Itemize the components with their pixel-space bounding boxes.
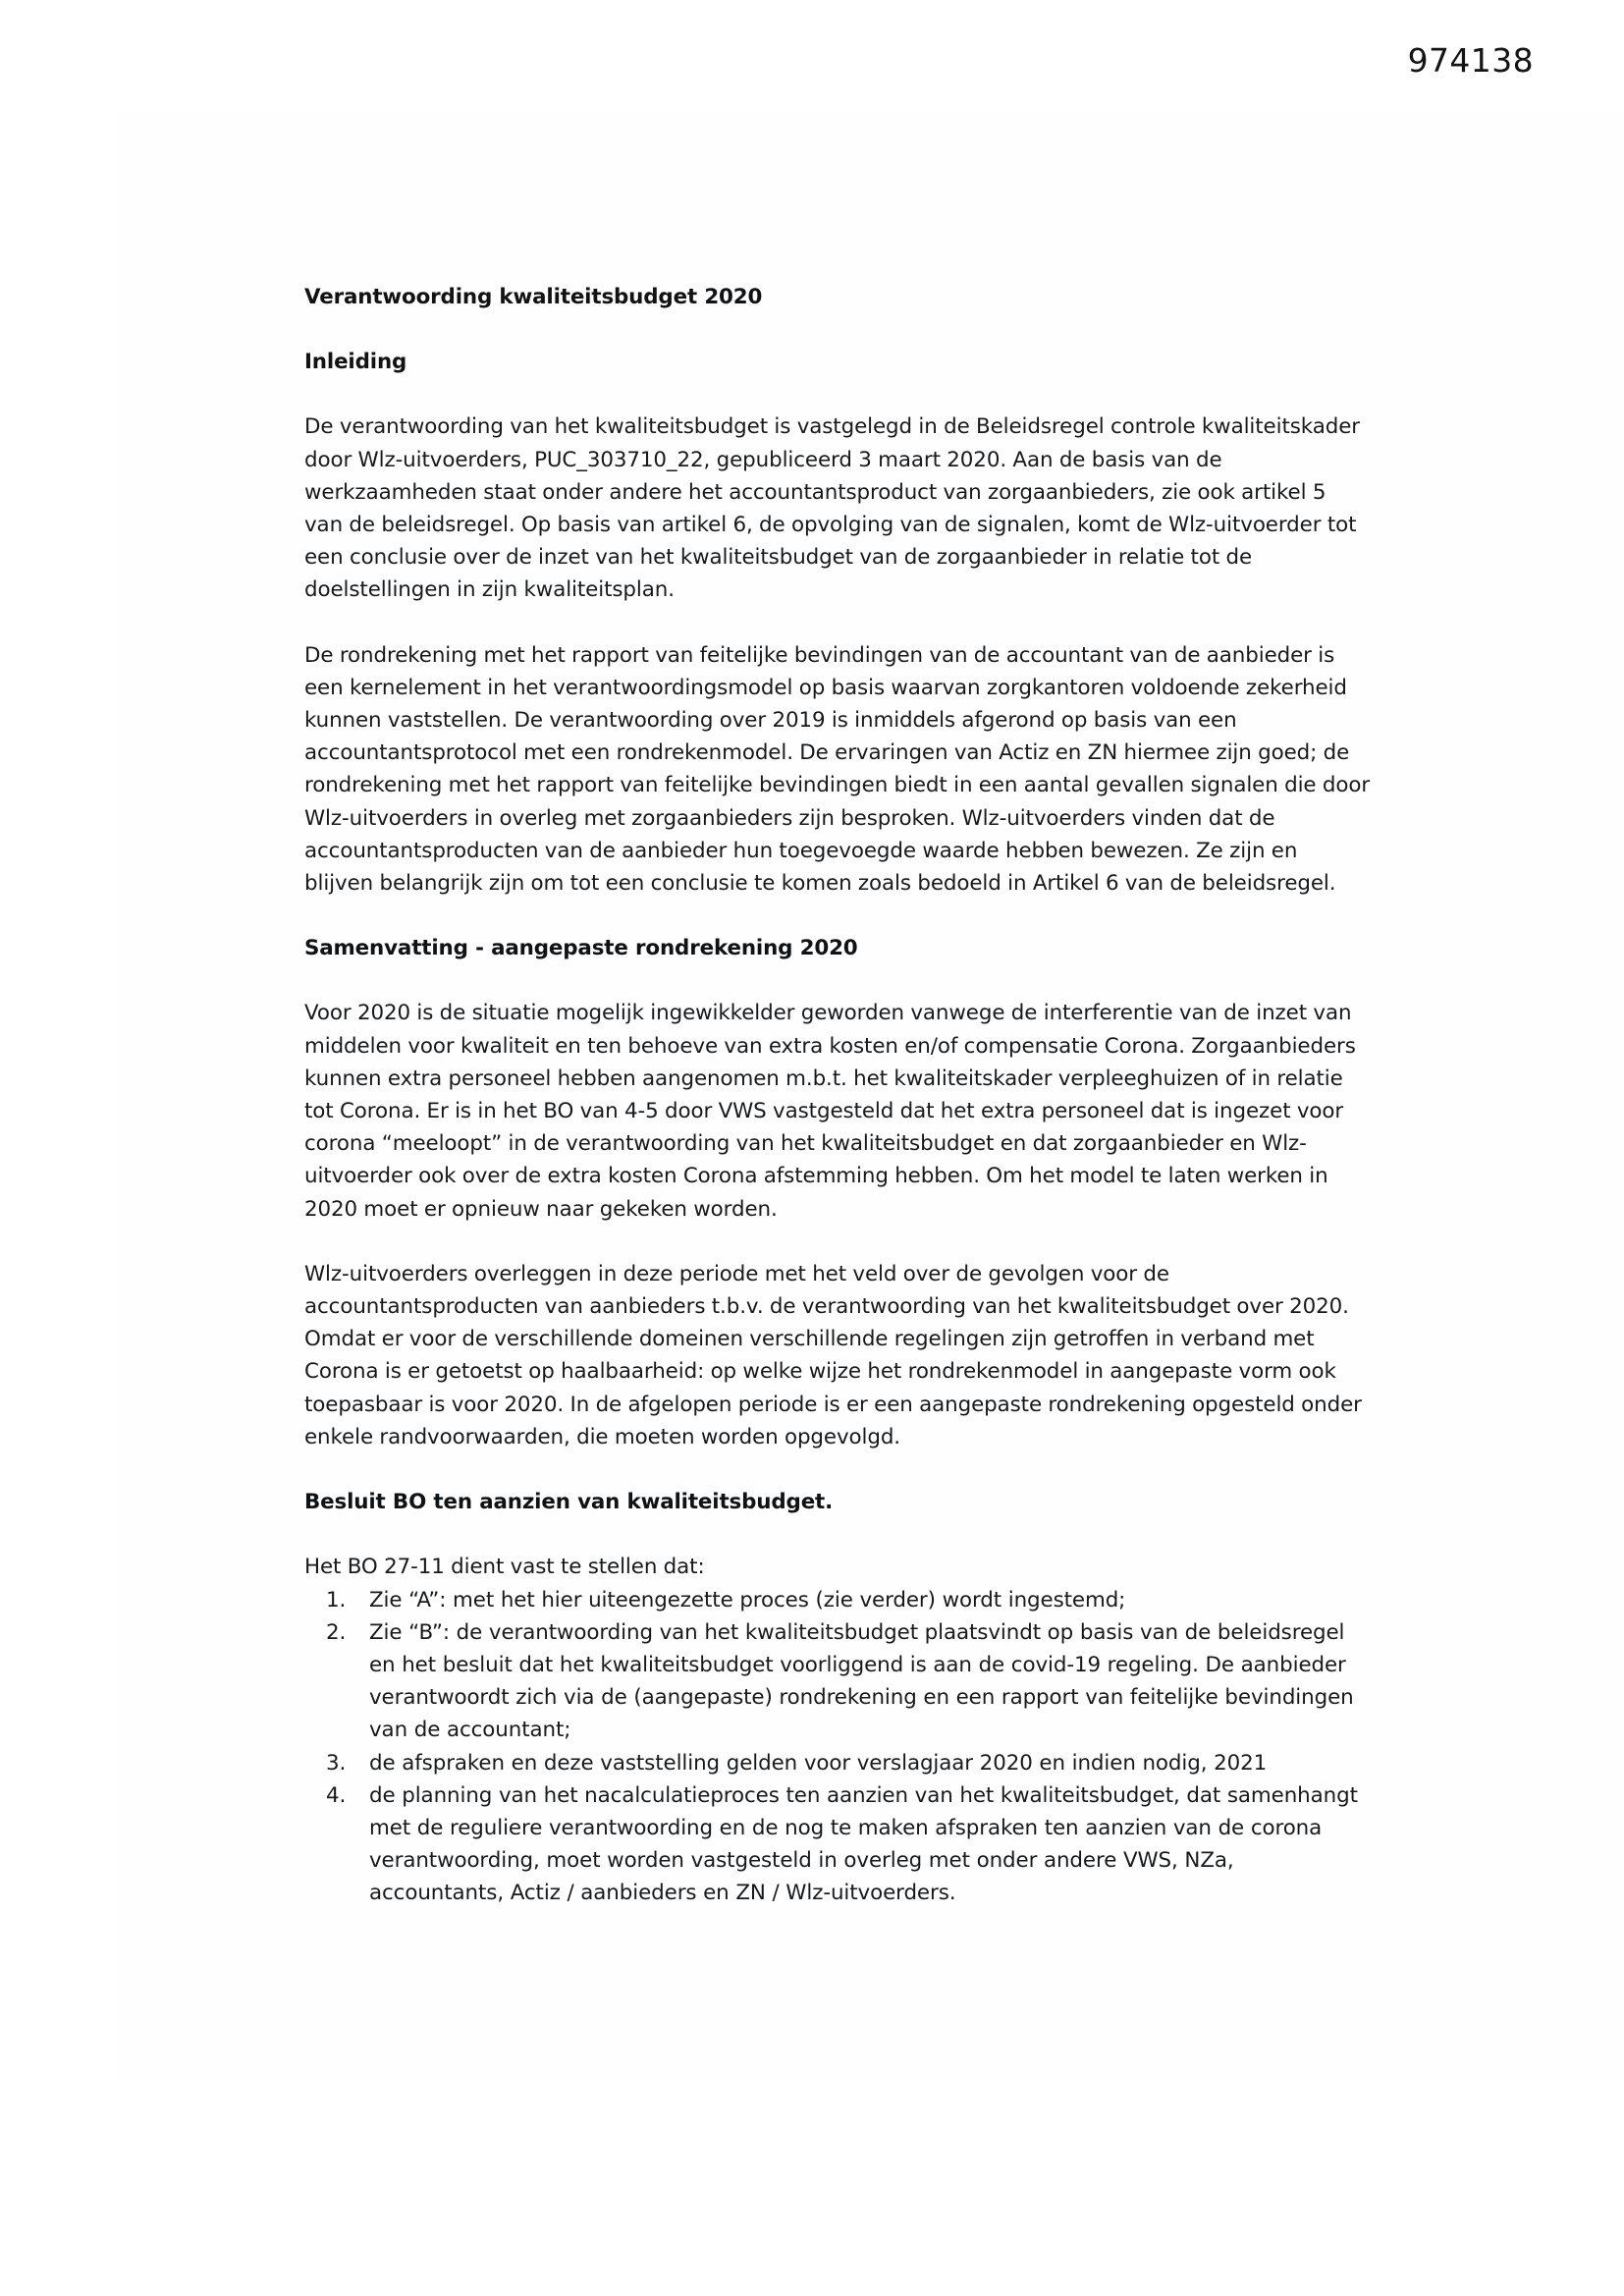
section-heading-inleiding: Inleiding — [304, 350, 407, 375]
list-item: de planning van het nacalculatieproces ten aanzien van het kwaliteitsbudget, dat samenhangt met de reguliere verantwoording en de nog te maken afspraken ten aanzien van de corona verantwoording, moet worden vastgesteld in overleg met onder andere VWS, NZa, accountants, Actiz / aanbieders en ZN / Wlz-uitvoerders. — [369, 1782, 1358, 1906]
paragraph: Voor 2020 is de situatie mogelijk ingewikkelder geworden vanwege de interferentie van de inzet van middelen voor kwaliteit en ten behoeve van extra kosten en/of compensatie Corona. Zorgaanbieders kunnen extra personeel hebben aangenomen m.b.t. het kwaliteitskader verpleeghuizen of in relatie tot Corona. Er is in het BO van 4-5 door VWS vastgesteld dat het extra personeel dat is ingezet voor corona “meeloopt” in de verantwoording van het kwaliteitsbudget en dat zorgaanbieder en Wlz-uitvoerder ook over de extra kosten Corona afstemming hebben. Om het model te laten werken in 2020 moet er opnieuw naar gekeken worden. — [304, 1001, 1356, 1222]
section-heading-besluit: Besluit BO ten aanzien van kwaliteitsbudget. — [304, 1490, 834, 1515]
page-title: Verantwoording kwaliteitsbudget 2020 — [304, 285, 763, 309]
list-item: de afspraken en deze vaststelling gelden voor verslagjaar 2020 en indien nodig, 2021 — [369, 1750, 1268, 1776]
list-item: Zie “B”: de verantwoording van het kwaliteitsbudget plaatsvindt op basis van de beleidsregel en het besluit dat het kwaliteitsbudget voorliggend is aan de covid-19 regeling. De aanbieder verantwoordt zich via de (aangepaste) rondrekening en een rapport van feitelijke bevindingen van de accountant; — [369, 1619, 1354, 1743]
document-id-stamp: 974138 — [1407, 41, 1534, 80]
paragraph: De verantwoording van het kwaliteitsbudget is vastgelegd in de Beleidsregel controle kwaliteitskader door Wlz-uitvoerders, PUC_303710_22, gepubliceerd 3 maart 2020. Aan de basis van de werkzaamheden staat onder andere het accountantsproduct van zorgaanbieders, zie ook artikel 5 van de beleidsregel. Op basis van artikel 6, de opvolging van de signalen, komt de Wlz-uitvoerder tot een conclusie over de inzet van het kwaliteitsbudget van de zorgaanbieder in relatie tot de doelstellingen in zijn kwaliteitsplan. — [304, 414, 1360, 603]
paragraph: De rondrekening met het rapport van feitelijke bevindingen van de accountant van de aanbieder is een kernelement in het verantwoordingsmodel op basis waarvan zorgkantoren voldoende zekerheid kunnen vaststellen. De verantwoording over 2019 is inmiddels afgerond op basis van een accountantsprotocol met een rondrekenmodel. De ervaringen van Actiz en ZN hiermee zijn goed; de rondrekening met het rapport van feitelijke bevindingen biedt in een aantal gevallen signalen die door Wlz-uitvoerders in overleg met zorgaanbieders zijn besproken. Wlz-uitvoerders vinden dat de accountantsproducten van de aanbieder hun toegevoegde waarde hebben bewezen. Ze zijn en blijven belangrijk zijn om tot een conclusie te komen zoals bedoeld in Artikel 6 van de beleidsregel. — [304, 642, 1371, 897]
paragraph: Wlz-uitvoerders overleggen in deze periode met het veld over de gevolgen voor de accountantsproducten van aanbieders t.b.v. de verantwoording van het kwaliteitsbudget over 2020. Omdat er voor de verschillende domeinen verschillende regelingen zijn getroffen in verband met Corona is er getoetst op haalbaarheid: op welke wijze het rondrekenmodel in aangepaste vorm ook toepasbaar is voor 2020. In de afgelopen periode is er een aangepaste rondrekening opgesteld onder enkele randvoorwaarden, die moeten worden opgevolgd. — [304, 1261, 1362, 1449]
list-item: Zie “A”: met het hier uiteengezette proces (zie verder) wordt ingestemd; — [369, 1587, 1126, 1613]
document-body — [304, 281, 1370, 1910]
besluit-intro: Het BO 27-11 dient vast te stellen dat: — [304, 1555, 705, 1580]
section-heading-samenvatting: Samenvatting - aangepaste rondrekening 2020 — [304, 936, 858, 961]
decision-list — [304, 1584, 1370, 1910]
